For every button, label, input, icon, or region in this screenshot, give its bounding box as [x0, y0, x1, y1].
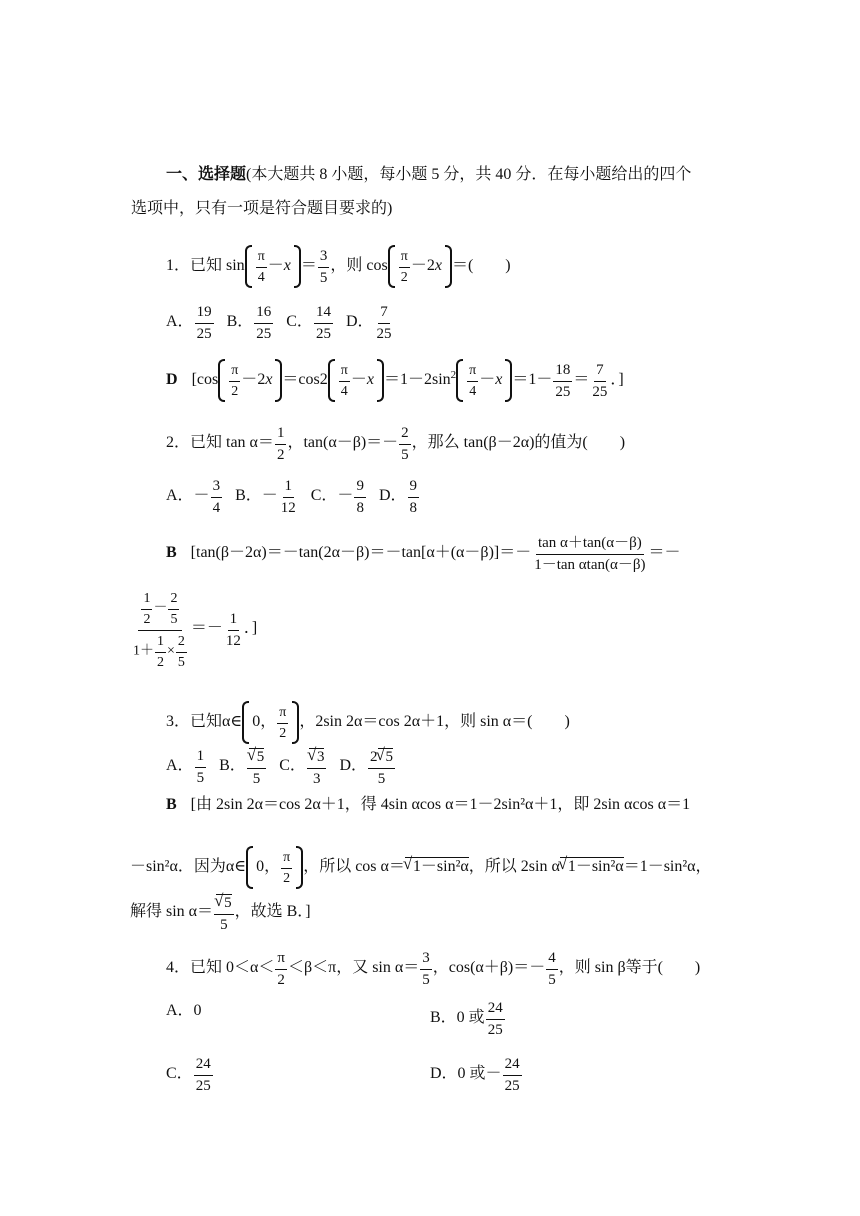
math-text: ，则 sin β等于( ) [558, 959, 701, 977]
math-text: ＝－ [648, 544, 681, 562]
math-part [131, 631, 190, 669]
q3-answer-letter: B [166, 796, 177, 813]
math-text: 25 [256, 326, 272, 342]
fraction [275, 426, 287, 463]
q1-stem-mid: ，则 cos [330, 257, 388, 275]
math-text: √ 1－sin²α [560, 857, 624, 875]
math-text: ＝－ [190, 619, 223, 637]
math-text: 7 [594, 363, 606, 382]
fraction [131, 591, 190, 669]
math-text: ，tan(α－β)＝－ [287, 434, 399, 452]
section-note-line-2 [131, 201, 392, 217]
q3-answer-line3 [130, 893, 311, 932]
math-text: 7 [378, 305, 390, 324]
math-text: 1 [283, 479, 295, 498]
math-text: π [277, 706, 288, 724]
math-text: 2 [157, 655, 164, 670]
math-text: 2 [426, 257, 435, 275]
math-text: π [281, 851, 292, 869]
math-text: 5 [170, 612, 178, 627]
math-text: π [256, 250, 267, 268]
math-part [138, 591, 182, 631]
fraction [176, 635, 187, 670]
section-heading: 一、选择题 [166, 166, 247, 183]
math-text: 5 [220, 917, 228, 933]
fraction [318, 249, 330, 286]
math-text: 24 [486, 1001, 505, 1020]
fraction [256, 250, 267, 285]
math-part: ＝ [300, 257, 317, 275]
math-text: [由 2sin 2α＝cos 2α＋1，得 4sin αcos α＝1－2sin²α＋1，即 2sin αcos α＝1 [190, 796, 691, 813]
math-text: π [339, 364, 350, 382]
math-text: C． [166, 1065, 193, 1083]
math-text: B． [226, 313, 254, 331]
fraction [247, 748, 267, 787]
section-heading-line [166, 167, 691, 183]
math-text: √ 1－sin²α [405, 857, 469, 875]
math-text: D． [378, 487, 407, 505]
math-text: x [265, 371, 273, 389]
math-text: 3 [420, 951, 432, 970]
math-text: [cos [191, 371, 219, 389]
fraction [279, 479, 298, 516]
question-2 [166, 425, 625, 462]
math-text: × [167, 643, 175, 659]
math-text: 14 [314, 305, 333, 324]
math-text: x [434, 257, 442, 275]
math-text: － [350, 371, 367, 389]
math-text: 3 [318, 249, 330, 268]
math-text: 2 [143, 612, 151, 627]
question-3 [166, 705, 570, 740]
math-text: B．0 或 [430, 1009, 485, 1027]
math-text: ，2sin 2α＝cos 2α＋1，则 sin α＝( ) [299, 713, 570, 731]
math-text: 4 [546, 951, 558, 970]
math-text: 3 [312, 771, 321, 787]
fraction [486, 1001, 505, 1038]
math-text: 19 [195, 305, 214, 324]
q1-answer-letter: D [166, 371, 178, 389]
math-text: D． [345, 313, 374, 331]
q2-answer [166, 535, 681, 572]
math-text: 2 [283, 871, 291, 886]
math-text: 24 [194, 1057, 213, 1076]
paren-bracket [245, 249, 301, 284]
math-text: √ 5 [249, 748, 265, 765]
math-text: C．－ [310, 487, 354, 505]
math-text: ＜β＜π，又 sin α＝ [287, 959, 420, 977]
q4-option-b [430, 1000, 506, 1037]
math-text: 2 [400, 270, 408, 285]
math-text: 2 [257, 371, 266, 389]
math-text: 4．已知 0＜α＜ [166, 959, 275, 977]
math-part: ＝ [573, 371, 590, 389]
math-text: 1 [155, 635, 166, 653]
interval-bracket [242, 705, 299, 740]
fraction [590, 363, 609, 400]
math-text: 2 [370, 749, 378, 765]
math-text: 1－tan αtan(α－β) [534, 557, 646, 573]
q4-option-a [166, 1003, 202, 1019]
math-text: 18 [553, 363, 572, 382]
math-text: －sin²α．因为α∈ [130, 858, 247, 876]
section-note-2: 选项中，只有一项是符合题目要求的) [131, 200, 393, 217]
fraction [214, 894, 234, 933]
math-text: 3 [211, 479, 223, 498]
math-text: 2 [277, 972, 285, 988]
math-text: 25 [592, 384, 608, 400]
math-text: 3．已知α∈ [166, 713, 243, 731]
q1-option-a-value [195, 305, 214, 342]
math-text: ，那么 tan(β－2α)的值为( ) [411, 434, 626, 452]
math-text: 5 [377, 771, 386, 787]
math-text: ＝1－2sin [383, 371, 451, 389]
math-text: 0， [256, 858, 281, 876]
math-text: ＝1－sin²α， [623, 858, 712, 876]
math-text: 12 [280, 500, 296, 516]
math-text: 12 [225, 632, 241, 649]
math-text: π [275, 951, 287, 970]
math-text: π [229, 364, 240, 382]
fraction [368, 748, 395, 787]
math-text: 2 [176, 635, 187, 653]
math-text: 5 [319, 270, 328, 286]
fraction [546, 951, 558, 988]
q2-answer-cont [130, 590, 257, 668]
fraction [224, 612, 243, 649]
q1-answer [166, 362, 624, 399]
q2-answer-letter: B [166, 544, 177, 562]
fraction [408, 479, 420, 516]
math-text: √ 5 [216, 894, 232, 911]
math-text: 1＋ [133, 643, 154, 659]
math-text: 5 [401, 447, 409, 463]
fraction [553, 363, 572, 400]
interval-bracket [246, 850, 303, 885]
math-text: 25 [487, 1022, 503, 1038]
q1-stem-start: 1．已知 sin [166, 257, 245, 275]
q1-option-b-value [254, 305, 273, 342]
q1-option-c-value [314, 305, 333, 342]
math-text: － [410, 257, 427, 275]
math-text: ，所以 2sin α [468, 858, 560, 876]
math-text: x [495, 371, 503, 389]
q1-stem-tail: ＝( ) [451, 257, 511, 275]
math-text: 2 [168, 592, 179, 610]
math-text: 2 [399, 426, 411, 445]
math-text: π [399, 250, 410, 268]
fraction [420, 951, 432, 988]
fraction [281, 851, 292, 886]
math-text: 16 [254, 305, 273, 324]
math-text: 4 [340, 384, 348, 399]
math-text: 25 [196, 326, 212, 342]
math-text: 5 [177, 655, 185, 670]
fraction [168, 592, 179, 627]
math-text: ＝cos2 [282, 371, 328, 389]
math-text: π [467, 364, 478, 382]
math-text: 2 [231, 384, 239, 399]
math-text: － [153, 600, 168, 616]
math-text: 24 [503, 1057, 522, 1076]
math-text: tan α＋tan(α－β) [536, 536, 644, 555]
math-text: 5 [422, 972, 430, 988]
math-text: 5 [252, 771, 261, 787]
math-text: 25 [376, 326, 392, 342]
math-text: ，故选 B．] [234, 903, 311, 921]
math-text: x [283, 257, 291, 275]
math-text: 25 [315, 326, 331, 342]
paren-bracket [328, 363, 384, 398]
fraction [503, 1057, 522, 1094]
math-text: 25 [504, 1078, 520, 1094]
math-text: 2 [276, 447, 285, 463]
math-text: 1 [195, 749, 207, 768]
math-text: 9 [408, 479, 420, 498]
section-note-1: (本大题共 8 小题，每小题 5 分，共 40 分．在每小题给出的四个 [246, 166, 692, 183]
fraction [275, 951, 287, 988]
q1-options [166, 304, 395, 341]
q4-option-d [430, 1056, 523, 1093]
q4-option-c [166, 1056, 214, 1093]
math-text: － [267, 257, 284, 275]
fraction [532, 536, 647, 573]
math-text: A． [166, 313, 194, 331]
math-text: ，所以 cos α＝ [303, 858, 405, 876]
math-part [368, 748, 395, 769]
math-text: ，cos(α＋β)＝－ [432, 959, 546, 977]
math-text: 1 [275, 426, 287, 445]
fraction [467, 364, 478, 399]
question-4 [166, 950, 700, 987]
math-text: ＝1－ [512, 371, 553, 389]
math-text: √ 3 [309, 748, 325, 765]
math-text: 解得 sin α＝ [130, 903, 214, 921]
math-text: 0， [252, 713, 277, 731]
paren-bracket [388, 249, 452, 284]
math-text: 4 [469, 384, 477, 399]
math-text: C． [286, 313, 313, 331]
math-text: A．－ [166, 487, 210, 505]
math-text: 8 [409, 500, 417, 516]
math-text: B．－ [235, 487, 278, 505]
math-text: 9 [354, 479, 366, 498]
math-text: 2．已知 tan α＝ [166, 434, 274, 452]
fraction [141, 592, 152, 627]
paren-bracket [456, 363, 512, 398]
math-text: 25 [555, 384, 571, 400]
question-1 [166, 248, 511, 285]
fraction [339, 364, 350, 399]
math-part [214, 894, 234, 915]
fraction [194, 1057, 213, 1094]
math-part [247, 748, 267, 769]
math-text: 5 [196, 770, 205, 786]
math-text: － [479, 371, 496, 389]
fraction [229, 364, 240, 399]
fraction [399, 250, 410, 285]
fraction [307, 748, 327, 787]
q3-answer-line2 [130, 850, 712, 885]
math-text: A．0 [166, 1002, 202, 1019]
math-text: D．0 或－ [430, 1065, 502, 1083]
math-text: B． [219, 757, 246, 775]
fraction [399, 426, 411, 463]
math-text: 4 [212, 500, 221, 516]
math-text: 1 [228, 612, 240, 631]
math-text: 25 [195, 1078, 211, 1094]
fraction [211, 479, 223, 516]
paren-bracket [218, 363, 282, 398]
q2-options [166, 478, 420, 515]
math-text: 5 [548, 972, 556, 988]
math-text: 1 [141, 592, 152, 610]
math-text: x [366, 371, 374, 389]
math-text: D． [339, 757, 367, 775]
math-text: 8 [356, 500, 364, 516]
math-text: ．] [243, 619, 258, 637]
math-part [307, 748, 327, 769]
fraction [195, 749, 207, 786]
math-text: [tan(β－2α)＝－tan(2α－β)＝－tan[α＋(α－β)]＝－ [190, 544, 532, 562]
math-text: ．] [610, 371, 624, 389]
math-text: 2 [279, 726, 287, 741]
fraction [354, 479, 366, 516]
math-text: 4 [257, 270, 265, 285]
math-text: √ 5 [378, 748, 394, 765]
math-text: 2 [450, 368, 457, 381]
fraction [155, 635, 166, 670]
math-text: C． [279, 757, 306, 775]
q3-options [166, 747, 396, 786]
q3-answer [166, 797, 690, 813]
math-text: A． [166, 757, 194, 775]
math-text: － [241, 371, 258, 389]
fraction [277, 706, 288, 741]
q1-option-d-value [375, 305, 394, 342]
